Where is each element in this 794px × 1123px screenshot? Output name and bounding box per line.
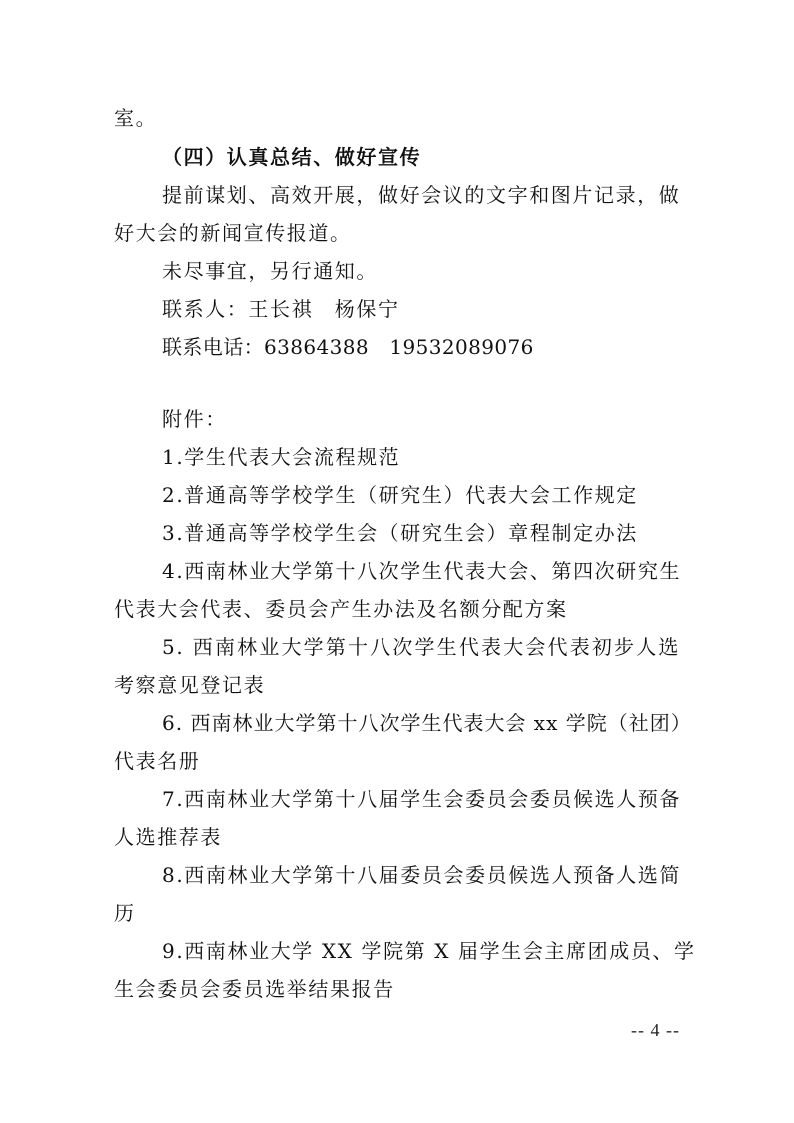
- text-line-continuation: 室。: [114, 106, 158, 130]
- attachment-item-4-line-2: 代表大会代表、委员会产生办法及名额分配方案: [114, 597, 568, 621]
- attachment-item-6-line-2: 代表名册: [114, 749, 201, 773]
- paragraph-line-1: 提前谋划、高效开展，做好会议的文字和图片记录，做: [162, 183, 681, 207]
- page-number: -- 4 --: [631, 1020, 680, 1040]
- attachment-item-7-line-1: 7.西南林业大学第十八届学生会委员会委员候选人预备: [162, 787, 682, 811]
- contact-phone: 联系电话：63864388 19532089076: [162, 335, 534, 359]
- attachment-item-3: 3.普通高等学校学生会（研究生会）章程制定办法: [162, 521, 638, 545]
- attachment-item-8-line-1: 8.西南林业大学第十八届委员会委员候选人预备人选简: [162, 863, 682, 887]
- attachment-item-9-line-2: 生会委员会委员选举结果报告: [114, 977, 395, 1001]
- attachment-item-4-line-1: 4.西南林业大学第十八次学生代表大会、第四次研究生: [162, 559, 682, 583]
- attachment-item-1: 1.学生代表大会流程规范: [162, 445, 401, 469]
- section-heading-4: （四）认真总结、做好宣传: [162, 145, 422, 169]
- attachment-item-5-line-1: 5. 西南林业大学第十八次学生代表大会代表初步人选: [162, 635, 680, 659]
- attachment-item-8-line-2: 历: [114, 901, 136, 925]
- attachments-label: 附件：: [162, 407, 227, 431]
- notice-line: 未尽事宜，另行通知。: [162, 259, 378, 283]
- attachment-item-7-line-2: 人选推荐表: [114, 825, 222, 849]
- attachment-item-9-line-1: 9.西南林业大学 XX 学院第 X 届学生会主席团成员、学: [162, 939, 696, 963]
- attachment-item-6-line-1: 6. 西南林业大学第十八次学生代表大会 xx 学院（社团）: [162, 711, 692, 735]
- attachment-item-5-line-2: 考察意见登记表: [114, 673, 266, 697]
- attachment-item-2: 2.普通高等学校学生（研究生）代表大会工作规定: [162, 483, 638, 507]
- contact-person: 联系人：王长祺 杨保宁: [162, 297, 400, 321]
- paragraph-line-2: 好大会的新闻宣传报道。: [114, 221, 352, 245]
